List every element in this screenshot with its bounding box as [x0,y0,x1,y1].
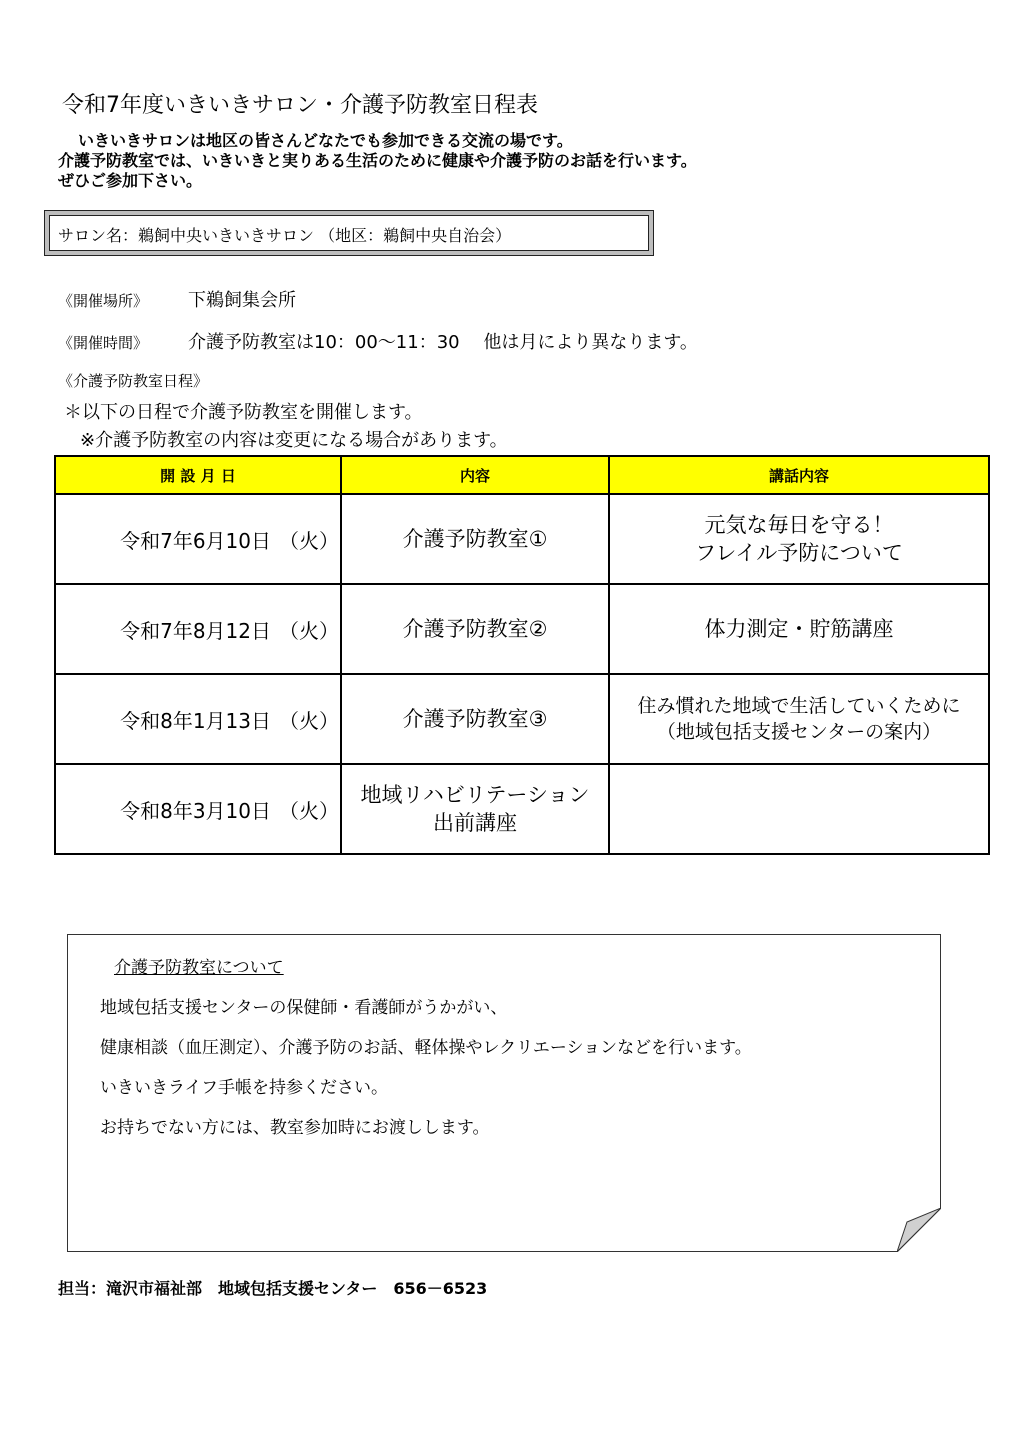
row-content [341,584,609,674]
schedule-note-1: ＊以下の日程で介護予防教室を開催します。 [64,402,423,423]
row-topic-line: （地域包括支援センターの案内） [656,721,942,743]
row-content [341,674,609,764]
row-content [341,764,609,854]
row-weekday: （火） [275,674,341,764]
row-content-line: 介護予防教室② [402,617,548,641]
venue-value: 下鵜飼集会所 [188,290,296,311]
row-weekday: （火） [275,494,341,584]
table-row [55,584,989,674]
footer-contact: 担当：滝沢市福祉部 地域包括支援センター 656－6523 [58,1279,488,1298]
table-row [55,674,989,764]
row-weekday: （火） [275,764,341,854]
venue-label: 《開催場所》 [58,292,149,310]
page-curl-icon [897,1208,941,1252]
intro-line-2: 介護予防教室では、いきいきと実りある生活のために健康や介護予防のお話を行います。 [58,151,697,170]
row-date: 令和7年6月10日 [55,494,275,584]
row-content-line: 介護予防教室③ [402,707,548,731]
row-topic-line: 体力測定・貯筋講座 [704,617,894,641]
intro-line-1: いきいきサロンは地区の皆さんどなたでも参加できる交流の場です。 [78,131,573,150]
time-label: 《開催時間》 [58,334,149,352]
salon-name-box [44,210,654,256]
row-topic [609,584,989,674]
row-topic-line: 元気な毎日を守る！ [704,513,894,537]
info-line: 健康相談（血圧測定）、介護予防のお話、軽体操やレクリエーションなどを行います。 [100,1038,752,1058]
row-topic [609,494,989,584]
row-topic-line: 住み慣れた地域で生活していくために [637,695,961,717]
time-row [58,328,698,354]
row-topic [609,764,989,854]
schedule-heading: 《介護予防教室日程》 [58,372,209,390]
info-line: お持ちでない方には、教室参加時にお渡しします。 [100,1118,490,1138]
table-header-row [55,456,989,494]
salon-name: サロン名：鵜飼中央いきいきサロン （地区：鵜飼中央自治会） [49,215,649,251]
table-row [55,494,989,584]
time-value: 介護予防教室は10：00～11：30 他は月により異なります。 [188,332,698,353]
row-content-line: 介護予防教室① [402,527,548,551]
schedule-table [54,455,990,855]
row-weekday: （火） [275,584,341,674]
row-topic [609,674,989,764]
header-topic: 講話内容 [609,456,989,494]
row-content [341,494,609,584]
schedule-note-2: ※介護予防教室の内容は変更になる場合があります。 [80,430,508,451]
header-content: 内容 [341,456,609,494]
info-title: 介護予防教室について [114,958,284,978]
table-row [55,764,989,854]
row-content-line: 地域リハビリテーション [360,783,590,807]
info-line: 地域包括支援センターの保健師・看護師がうかがい、 [100,998,508,1018]
row-date: 令和8年3月10日 [55,764,275,854]
row-date: 令和8年1月13日 [55,674,275,764]
venue-row [58,286,296,312]
row-topic-line: フレイル予防について [695,541,903,565]
header-date: 開 設 月 日 [55,456,341,494]
page-title: 令和7年度いきいきサロン・介護予防教室日程表 [62,93,538,118]
intro-line-3: ぜひご参加下さい。 [58,171,203,190]
row-content-line: 出前講座 [433,811,518,835]
row-date: 令和7年8月12日 [55,584,275,674]
info-line: いきいきライフ手帳を持参ください。 [100,1078,388,1098]
info-box [67,934,941,1252]
